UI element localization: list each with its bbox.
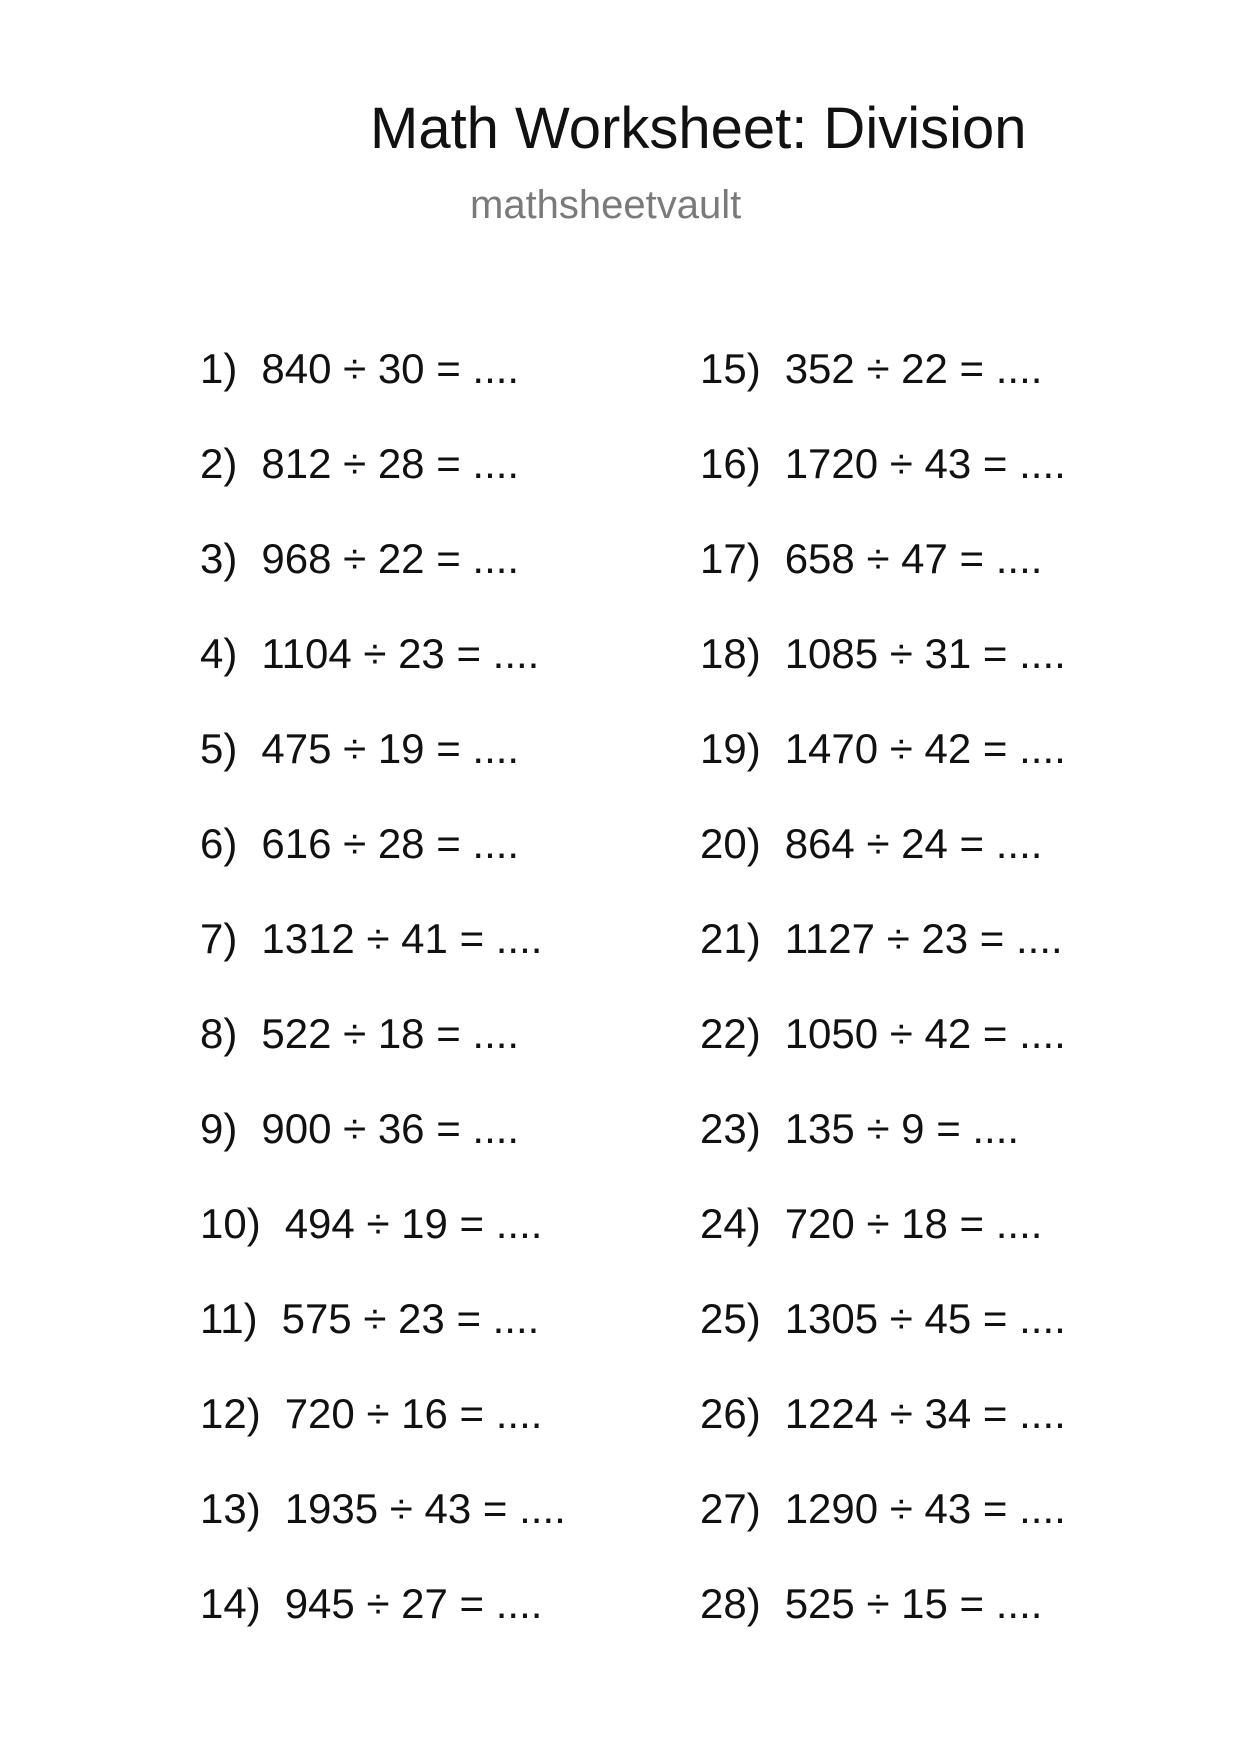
- problem-expression: 1720 ÷ 43 = ....: [784, 440, 1066, 487]
- problem-expression: 1312 ÷ 41 = ....: [261, 915, 543, 962]
- problem-item: [700, 820, 1043, 867]
- problem-item: [700, 725, 1066, 772]
- problem-expression: 1470 ÷ 42 = ....: [784, 725, 1066, 772]
- problem-item: [700, 345, 1043, 392]
- problem-number: 24): [700, 1200, 761, 1247]
- problem-expression: 1050 ÷ 42 = ....: [784, 1010, 1066, 1057]
- worksheet-title: Math Worksheet: Division: [370, 96, 1027, 161]
- problem-number: 10): [200, 1200, 261, 1247]
- problem-number: 5): [200, 725, 238, 772]
- problem-item: [700, 1295, 1066, 1342]
- worksheet-source: mathsheetvault: [470, 183, 742, 227]
- problem-number: 7): [200, 915, 238, 962]
- problem-number: 25): [700, 1295, 761, 1342]
- problem-expression: 522 ÷ 18 = ....: [261, 1010, 520, 1057]
- problem-expression: 1305 ÷ 45 = ....: [784, 1295, 1066, 1342]
- problem-item: [200, 630, 540, 677]
- problem-expression: 575 ÷ 23 = ....: [281, 1295, 540, 1342]
- problem-expression: 135 ÷ 9 = ....: [784, 1105, 1020, 1152]
- problem-expression: 352 ÷ 22 = ....: [784, 345, 1043, 392]
- problem-item: [700, 1580, 1043, 1627]
- problem-number: 12): [200, 1390, 261, 1437]
- problem-expression: 840 ÷ 30 = ....: [261, 345, 520, 392]
- problem-expression: 475 ÷ 19 = ....: [261, 725, 520, 772]
- problem-item: [200, 1485, 566, 1532]
- problem-number: 22): [700, 1010, 761, 1057]
- problem-item: [700, 1105, 1020, 1152]
- problem-item: [200, 440, 520, 487]
- problem-expression: 658 ÷ 47 = ....: [784, 535, 1043, 582]
- problem-expression: 494 ÷ 19 = ....: [284, 1200, 543, 1247]
- problem-number: 16): [700, 440, 761, 487]
- problem-item: [200, 1390, 543, 1437]
- problem-expression: 1104 ÷ 23 = ....: [261, 630, 540, 677]
- problem-expression: 945 ÷ 27 = ....: [284, 1580, 543, 1627]
- problem-number: 4): [200, 630, 238, 677]
- problem-number: 23): [700, 1105, 761, 1152]
- problem-number: 8): [200, 1010, 238, 1057]
- problem-number: 14): [200, 1580, 261, 1627]
- problem-expression: 616 ÷ 28 = ....: [261, 820, 520, 867]
- problem-expression: 968 ÷ 22 = ....: [261, 535, 520, 582]
- problem-item: [200, 1010, 520, 1057]
- problem-item: [700, 535, 1043, 582]
- problem-item: [700, 1390, 1066, 1437]
- problem-item: [700, 630, 1066, 677]
- problem-number: 6): [200, 820, 238, 867]
- problem-expression: 1127 ÷ 23 = ....: [784, 915, 1063, 962]
- problem-item: [700, 1200, 1043, 1247]
- problem-number: 3): [200, 535, 238, 582]
- problem-item: [200, 915, 543, 962]
- problem-number: 26): [700, 1390, 761, 1437]
- problem-item: [200, 535, 520, 582]
- problem-expression: 1290 ÷ 43 = ....: [784, 1485, 1066, 1532]
- problem-number: 27): [700, 1485, 761, 1532]
- problem-item: [200, 820, 520, 867]
- problem-expression: 1085 ÷ 31 = ....: [784, 630, 1066, 677]
- problem-number: 21): [700, 915, 761, 962]
- problem-number: 18): [700, 630, 761, 677]
- problem-item: [200, 345, 520, 392]
- problem-expression: 900 ÷ 36 = ....: [261, 1105, 520, 1152]
- problem-item: [700, 1485, 1066, 1532]
- problem-number: 15): [700, 345, 761, 392]
- problem-number: 28): [700, 1580, 761, 1627]
- problem-number: 9): [200, 1105, 238, 1152]
- problem-expression: 812 ÷ 28 = ....: [261, 440, 520, 487]
- problem-item: [200, 1200, 543, 1247]
- problem-item: [200, 1295, 540, 1342]
- problem-item: [700, 440, 1066, 487]
- problem-expression: 525 ÷ 15 = ....: [784, 1580, 1043, 1627]
- problem-expression: 1224 ÷ 34 = ....: [784, 1390, 1066, 1437]
- problem-number: 13): [200, 1485, 261, 1532]
- problem-item: [200, 1580, 543, 1627]
- problem-expression: 720 ÷ 18 = ....: [784, 1200, 1043, 1247]
- problem-number: 1): [200, 345, 238, 392]
- problem-number: 2): [200, 440, 238, 487]
- problem-expression: 1935 ÷ 43 = ....: [284, 1485, 566, 1532]
- problem-expression: 720 ÷ 16 = ....: [284, 1390, 543, 1437]
- problem-item: [700, 1010, 1066, 1057]
- problem-item: [200, 725, 520, 772]
- problem-item: [200, 1105, 520, 1152]
- problem-item: [700, 915, 1063, 962]
- problem-expression: 864 ÷ 24 = ....: [784, 820, 1043, 867]
- problem-number: 17): [700, 535, 761, 582]
- problem-number: 19): [700, 725, 761, 772]
- problem-number: 11): [200, 1295, 258, 1342]
- problem-number: 20): [700, 820, 761, 867]
